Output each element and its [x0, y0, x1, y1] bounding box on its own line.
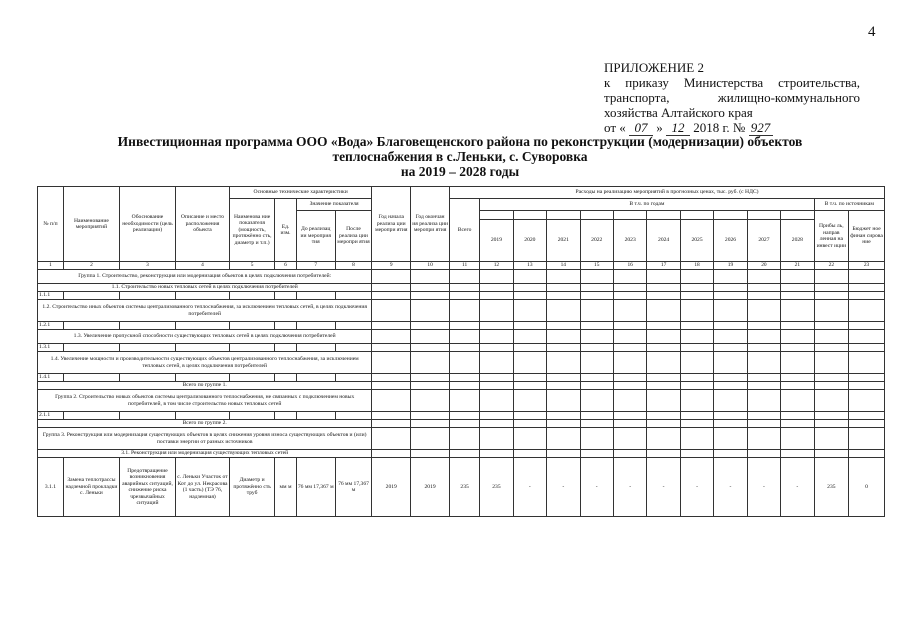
section-1-2-heading: 1.2. Строительство иных объектов системы централизованного теплоснабжения, за исключением тепловых сетей, в целях подключения потребителей — [38, 300, 372, 322]
header-indicator-value: Значение показателя — [296, 199, 372, 211]
header-unit: Ед. изм. — [275, 199, 297, 262]
cost-total: 235 — [450, 458, 480, 517]
col-number: 11 — [450, 262, 480, 270]
value-before: 76 мм 17,367 м — [296, 458, 335, 517]
header-by-years: В т.ч. по годам — [480, 199, 814, 211]
header-end: Год окончан ия реализа ции меропри ятия — [411, 187, 450, 262]
row-number: 1.2.1 — [38, 322, 64, 330]
cost-2022: - — [580, 458, 613, 517]
col-number: 18 — [680, 262, 713, 270]
group-1-heading: Группа 1. Строительство, реконструкция или модернизация объектов в целях подключения потребителей: — [38, 270, 372, 284]
col-number: 10 — [411, 262, 450, 270]
appendix-line-3: хозяйства Алтайского края — [604, 105, 753, 120]
appendix-block — [604, 60, 860, 136]
source-budget: 0 — [849, 458, 885, 517]
section-1-3-heading: 1.3. Увеличение пропускной способности существующих тепловых сетей в целях подключения потребителей — [38, 330, 372, 344]
group-2-heading: Группа 2. Строительство новых объектов системы централизованного теплоснабжения, не связанных с подключением новых потребителей, в том числе строительство новых тепловых сетей — [38, 390, 372, 412]
group-3-heading: Группа 3. Реконструкция или модернизация существующих объектов в целях снижения уровня износа существующих объектов и (или) поставки энергии от разных источников — [38, 428, 372, 450]
order-number: 927 — [749, 120, 773, 136]
header-year: 2024 — [647, 220, 680, 262]
cost-2026: - — [714, 458, 747, 517]
header-year: 2021 — [547, 220, 580, 262]
col-number: 22 — [814, 262, 849, 270]
row-number: 1.1.1 — [38, 292, 64, 300]
header-total: Всего — [450, 199, 480, 262]
order-year: 2018 г. № — [693, 120, 746, 135]
header-reason: Обоснование необходимости (цель реализации) — [119, 187, 175, 262]
col-number: 15 — [580, 262, 613, 270]
cost-2021: - — [547, 458, 580, 517]
order-day: 07 — [629, 120, 653, 136]
col-number: 7 — [296, 262, 335, 270]
header-costs: Расходы на реализацию мероприятий в прогнозных ценах, тыс. руб. (с НДС) — [450, 187, 885, 199]
page-number: 4 — [868, 24, 876, 40]
table-row — [38, 412, 885, 420]
cost-2023: - — [613, 458, 646, 517]
header-year: 2026 — [714, 220, 747, 262]
group-2-total: Всего по группе 2. — [38, 420, 372, 428]
col-number: 3 — [119, 262, 175, 270]
section-1-1-heading: 1.1. Строительство новых тепловых сетей в целях подключения потребителей — [38, 284, 372, 292]
measure-reason: Предотвращение возникновения аварийных ситуаций, снижение риска чрезвычайных ситуаций — [119, 458, 175, 517]
appendix-line-2: транспорта, жилищно-коммунального — [604, 90, 860, 105]
col-number: 6 — [275, 262, 297, 270]
row-number: 1.3.1 — [38, 344, 64, 352]
col-number: 9 — [372, 262, 411, 270]
table-row — [38, 284, 885, 292]
header-start: Год начала реализа ции меропри ятия — [372, 187, 411, 262]
title-line-2: теплоснабжения в с.Леньки, с. Суворовка — [332, 149, 588, 164]
col-number: 21 — [781, 262, 814, 270]
table-row — [38, 374, 885, 382]
table-row — [38, 428, 885, 450]
indicator-name: Диаметр и протяжённо сть труб — [229, 458, 274, 517]
header-before: До реализац ии мероприя тия — [296, 211, 335, 262]
col-number: 19 — [714, 262, 747, 270]
appendix-title: ПРИЛОЖЕНИЕ 2 — [604, 60, 704, 75]
row-number: 1.4.1 — [38, 374, 64, 382]
cost-2024: - — [647, 458, 680, 517]
col-number: 4 — [176, 262, 230, 270]
title-line-3: на 2019 – 2028 годы — [400, 164, 520, 179]
header-tech: Основные технические характеристики — [229, 187, 371, 199]
measure-desc: с. Леньки Участок от Кот до ул. Некрасова (1 часть) (ТЭ 76, надземная) — [176, 458, 230, 517]
cost-2020: - — [513, 458, 546, 517]
column-numbers-row — [38, 262, 885, 270]
header-year: 2023 — [613, 220, 646, 262]
header-year: 2020 — [513, 220, 546, 262]
table-row — [38, 352, 885, 374]
value-after: 76 мм 17,367 м — [335, 458, 372, 517]
header-year: 2028 — [781, 220, 814, 262]
investment-table — [37, 186, 885, 517]
order-mid: » — [656, 120, 663, 135]
group-1-total: Всего по группе 1. — [38, 382, 372, 390]
header-profit: Прибы ль, направ ленная на инвест иции — [814, 211, 849, 262]
order-prefix: от « — [604, 120, 626, 135]
appendix-line-1: к приказу Министерства строительства, — [604, 75, 860, 90]
section-3-1-heading: 3.1. Реконструкция или модернизация существующих тепловых сетей — [38, 450, 372, 458]
table-row — [38, 330, 885, 344]
table-row — [38, 344, 885, 352]
col-number: 16 — [613, 262, 646, 270]
col-number: 8 — [335, 262, 372, 270]
table-row — [38, 458, 885, 517]
table-row — [38, 270, 885, 284]
document-title — [60, 134, 860, 179]
col-number: 1 — [38, 262, 64, 270]
header-after: После реализа ции меропри ятия — [335, 211, 372, 262]
table-row — [38, 300, 885, 322]
source-profit: 235 — [814, 458, 849, 517]
col-number: 13 — [513, 262, 546, 270]
indicator-unit: мм м — [275, 458, 297, 517]
row-number: 3.1.1 — [38, 458, 64, 517]
order-month: 12 — [666, 120, 690, 136]
table-row — [38, 420, 885, 428]
start-year: 2019 — [372, 458, 411, 517]
header-desc: Описание и место расположения объекта — [176, 187, 230, 262]
col-number: 14 — [547, 262, 580, 270]
table-row — [38, 292, 885, 300]
table-row — [38, 390, 885, 412]
header-budget: Бюджет ное финан сирова ние — [849, 211, 885, 262]
header-name: Наименование мероприятий — [63, 187, 119, 262]
header-year: 2027 — [747, 220, 780, 262]
cost-2028: - — [781, 458, 814, 517]
table-row — [38, 450, 885, 458]
header-by-sources: В т.ч. по источникам — [814, 199, 884, 211]
table-row — [38, 322, 885, 330]
row-number: 2.1.1 — [38, 412, 64, 420]
col-number: 20 — [747, 262, 780, 270]
cost-2027: - — [747, 458, 780, 517]
table-row — [38, 382, 885, 390]
header-n: № п/п — [38, 187, 64, 262]
header-year: 2025 — [680, 220, 713, 262]
header-year: 2022 — [580, 220, 613, 262]
col-number: 5 — [229, 262, 274, 270]
cost-2019: 235 — [480, 458, 513, 517]
header-indicator-name: Наименова ние показателя (мощность, протяжённо сть, диаметр и т.п.) — [229, 199, 274, 262]
header-year: 2019 — [480, 220, 513, 262]
title-line-1: Инвестиционная программа ООО «Вода» Благовещенского района по реконструкции (модернизации) объектов — [117, 134, 803, 149]
col-number: 23 — [849, 262, 885, 270]
col-number: 12 — [480, 262, 513, 270]
section-1-4-heading: 1.4. Увеличение мощности и производительности существующих объектов централизованного теплоснабжения, за исключением тепловых сетей, в целях подключения потребителей — [38, 352, 372, 374]
end-year: 2019 — [411, 458, 450, 517]
cost-2025: - — [680, 458, 713, 517]
col-number: 17 — [647, 262, 680, 270]
col-number: 2 — [63, 262, 119, 270]
measure-name: Замена теплотрассы надземной прокладки с. Леньки — [63, 458, 119, 517]
